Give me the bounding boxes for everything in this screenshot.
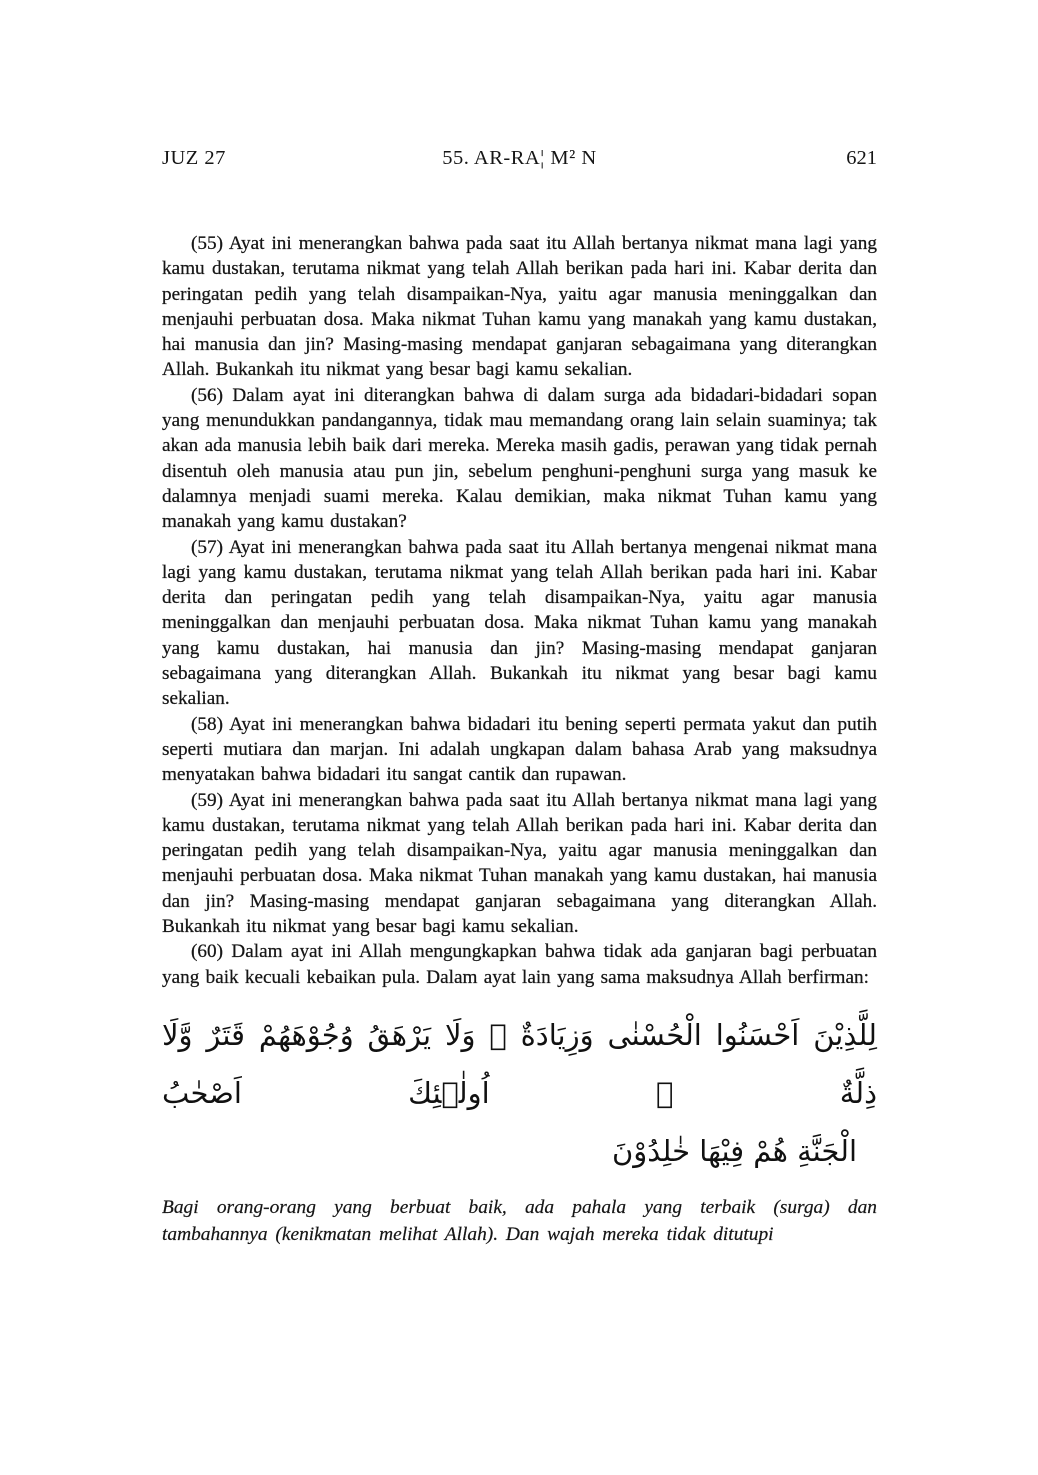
paragraph-ayat-58: (58) Ayat ini menerangkan bahwa bidadari itu bening seperti permata yakut dan putih seperti mutiara dan marjan. Ini adalah ungkapan dalam bahasa Arab yang maksudnya menyatakan bahwa bidadari itu sangat cantik dan rupawan.: [162, 713, 877, 786]
surah-title: 55. AR-RA¦ M² N: [442, 147, 597, 169]
paragraph-ayat-55: (55) Ayat ini menerangkan bahwa pada saat itu Allah bertanya nikmat mana lagi yang kamu dustakan, terutama nikmat yang telah Allah berikan pada hari ini. Kabar derita dan peringatan pedih yang telah disampaikan-Nya, yaitu agar manusia meninggalkan dan menjauhi perbuatan dosa. Maka nikmat Tuhan kamu yang manakah yang kamu dustakan, hai manusia dan jin? Masing-masing mendapat ganjaran sebagaimana yang diterangkan Allah. Bukankah itu nikmat yang besar bagi kamu sekalian.: [162, 233, 877, 381]
paragraph-ayat-56: (56) Dalam ayat ini diterangkan bahwa di dalam surga ada bidadari-bidadari sopan yang menundukkan pandangannya, tidak mau memandang orang lain selain suaminya; tak akan ada manusia lebih baik dari mereka. Mereka masih gadis, perawan yang tidak pernah disentuh oleh manusia atau pun jin, sebelum penghuni-penghuni surga yang masuk ke dalamnya menjadi suami mereka. Kalau demikian, maka nikmat Tuhan kamu yang manakah yang kamu dustakan?: [162, 384, 877, 533]
page-number: 621: [846, 147, 877, 169]
arabic-verse-line-1: لِلَّذِيْنَ اَحْسَنُوا الْحُسْنٰى وَزِيَادَةٌ ۗ وَلَا يَرْهَقُ وُجُوْهَهُمْ قَتَرٌ وَّلَا ذِلَّةٌ ۗ اُولٰۤئِكَ اَصْحٰبُ: [162, 1017, 877, 1110]
arabic-verse-line-2: الْجَنَّةِ هُمْ فِيْهَا خٰلِدُوْنَ: [611, 1133, 857, 1168]
verse-translation-italic: Bagi orang-orang yang berbuat baik, ada pahala yang terbaik (surga) dan tambahannya (kenikmatan melihat Allah). Dan wajah mereka tidak ditutupi: [162, 1196, 877, 1246]
arabic-quran-verse: [162, 1006, 877, 1180]
paragraph-ayat-60: (60) Dalam ayat ini Allah mengungkapkan bahwa tidak ada ganjaran bagi perbuatan yang baik kecuali kebaikan pula. Dalam ayat lain yang sama maksudnya Allah berfirman:: [162, 941, 877, 988]
paragraph-ayat-59: (59) Ayat ini menerangkan bahwa pada saat itu Allah bertanya nikmat mana lagi yang kamu dustakan, terutama nikmat yang telah Allah berikan pada hari ini. Kabar derita dan peringatan pedih yang telah disampaikan-Nya, yaitu agar manusia meninggalkan dan menjauhi perbuatan dosa. Maka nikmat Tuhan manakah yang kamu dustakan, hai manusia dan jin? Masing-masing mendapat ganjaran sebagaimana yang diterangkan Allah. Bukankah itu nikmat yang besar bagi kamu sekalian.: [162, 789, 877, 938]
tafsir-body: [162, 231, 877, 1268]
running-header: [162, 144, 877, 172]
paragraph-ayat-57: (57) Ayat ini menerangkan bahwa pada saat itu Allah bertanya mengenai nikmat mana lagi yang kamu dustakan, terutama nikmat yang telah Allah berikan pada hari ini. Kabar derita dan peringatan pedih yang telah disampaikan-Nya, yaitu agar manusia meninggalkan dan menjauhi perbuatan dosa. Maka nikmat Tuhan kamu yang manakah yang kamu dustakan, hai manusia dan jin? Masing-masing mendapat ganjaran sebagaimana yang diterangkan Allah. Bukankah itu nikmat yang besar bagi kamu sekalian.: [162, 536, 877, 710]
juz-label: JUZ 27: [162, 147, 226, 169]
